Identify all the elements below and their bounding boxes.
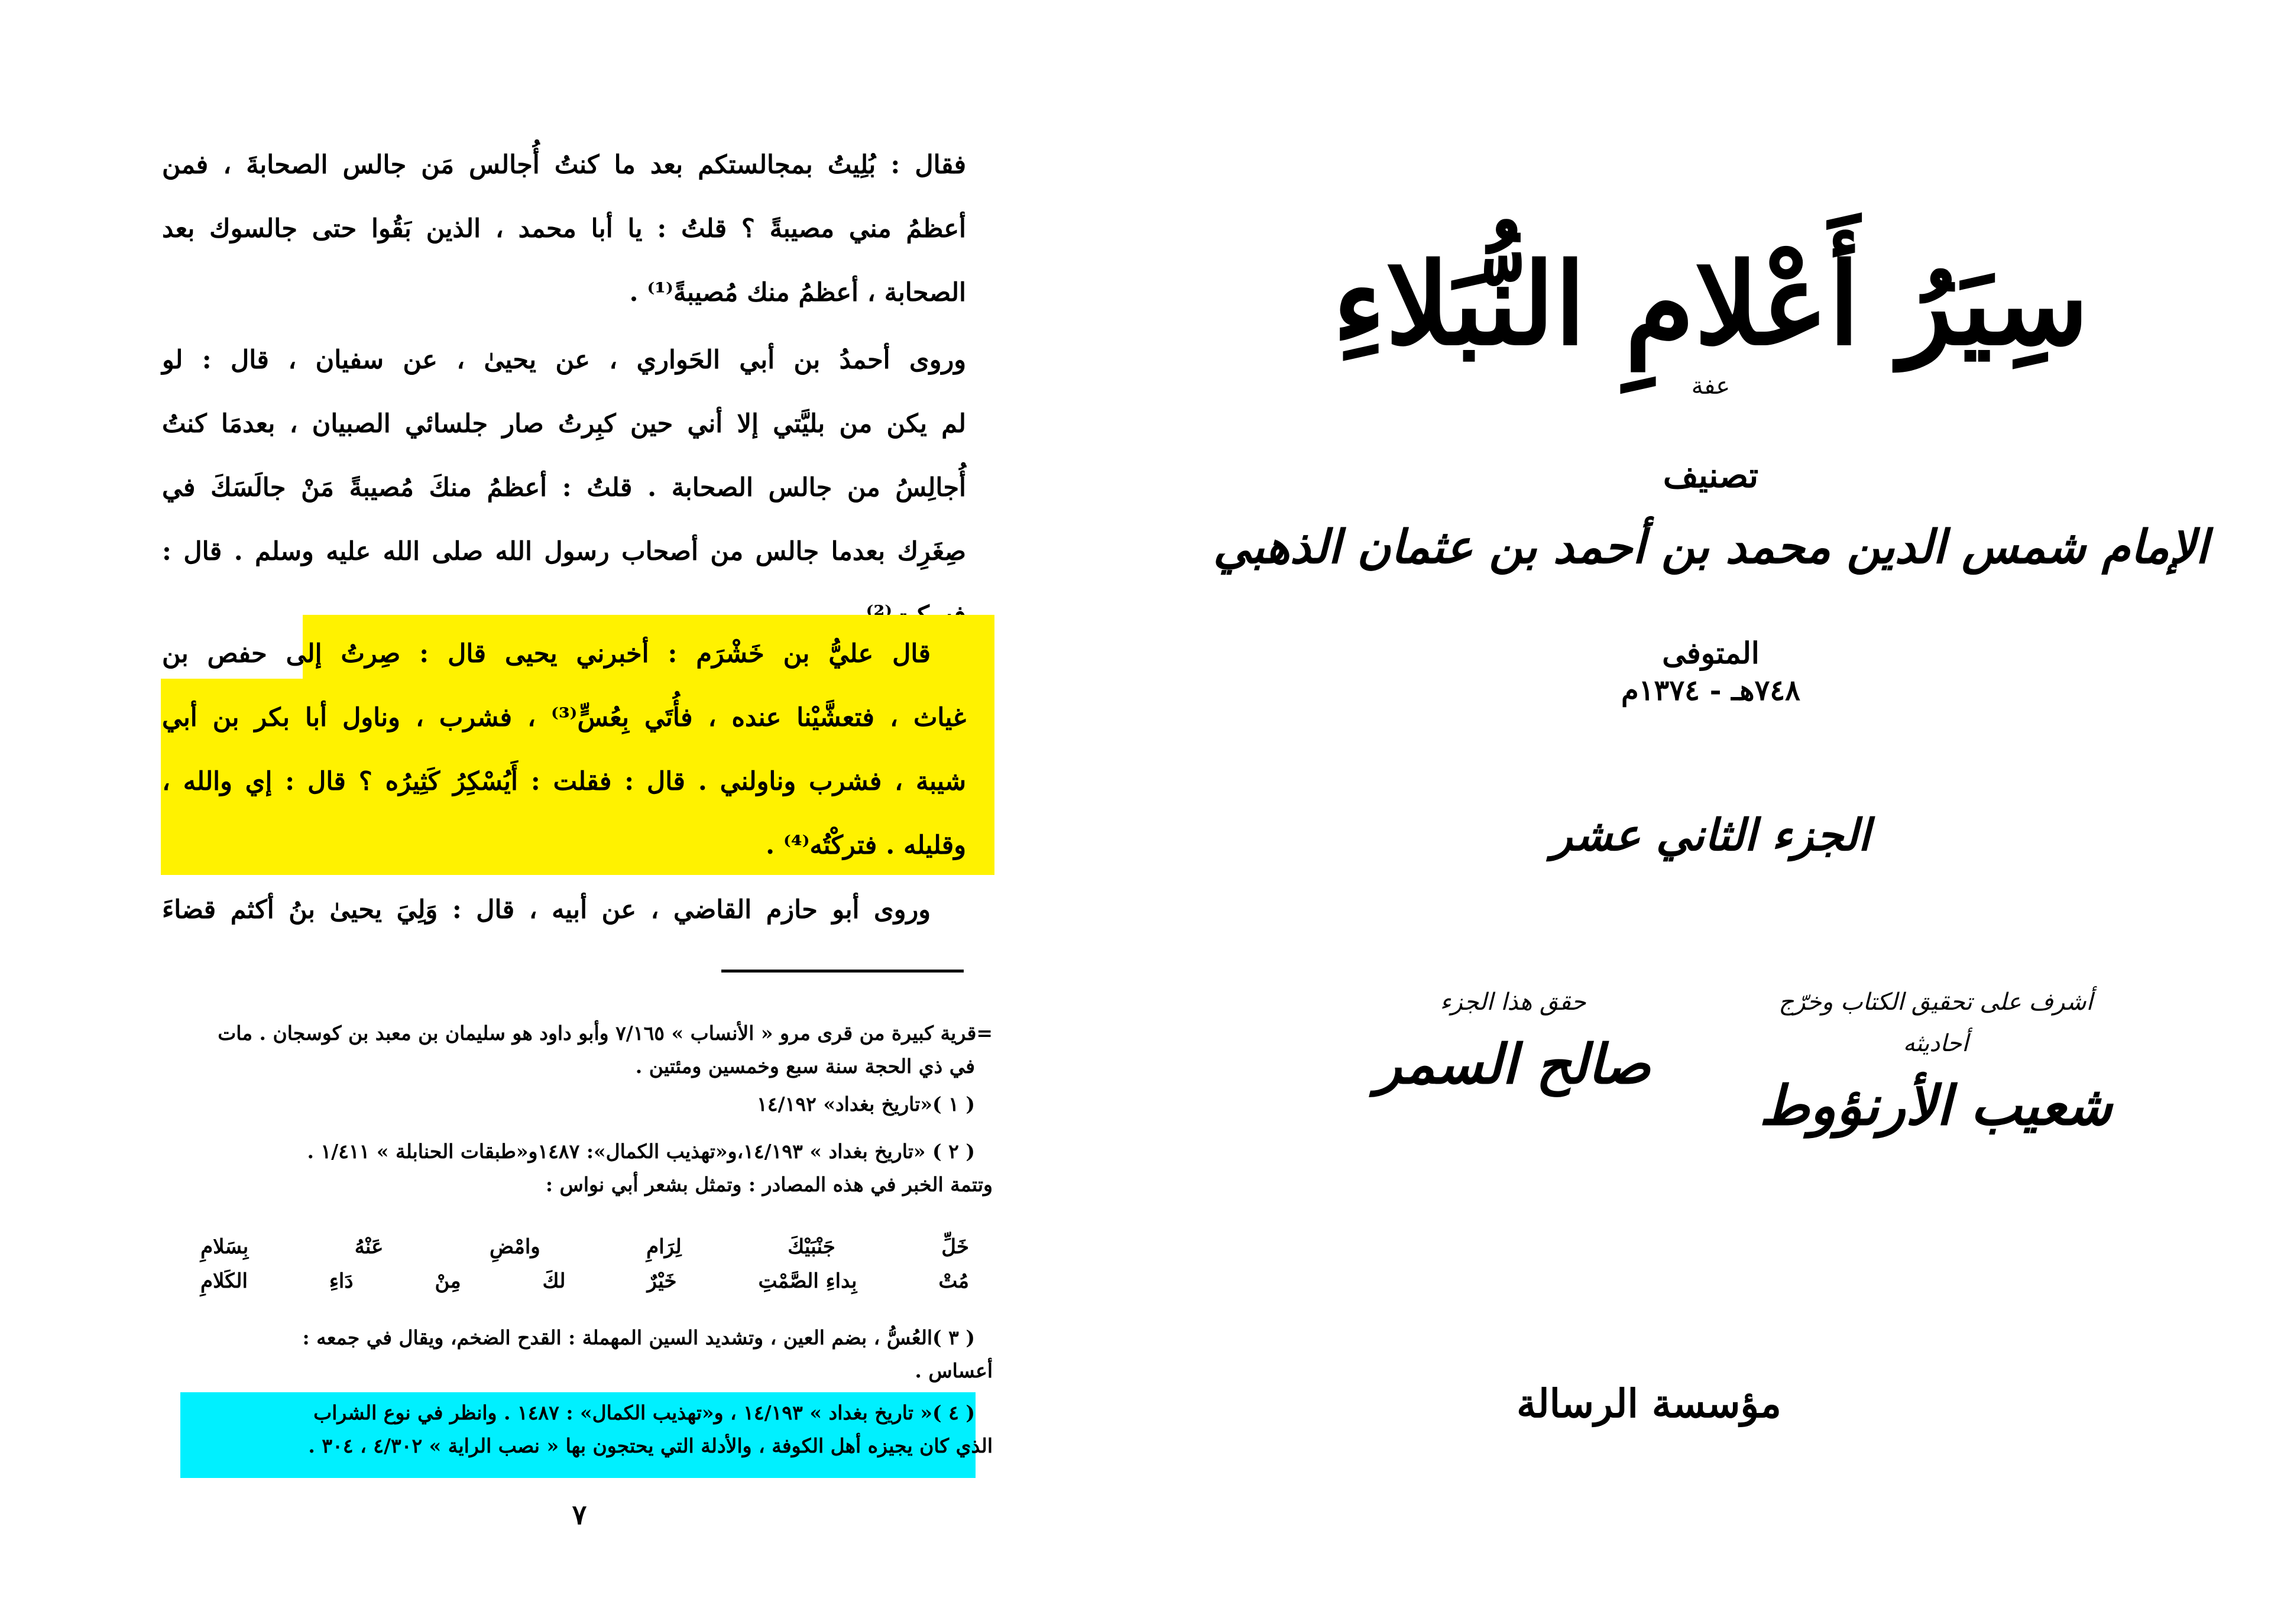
poem-word: الكَلامِ (200, 1269, 248, 1293)
poem-word: خَلِّ (941, 1235, 969, 1259)
footnote-line: في ذي الحجة سنة سبع وخمسين ومئتين . (635, 1055, 975, 1078)
poem-word: خَيْرٌ (647, 1269, 677, 1293)
supervisor-label: أشرف على تحقيق الكتاب وخرّج أحاديثه (1778, 988, 2093, 1057)
title-ornament: عفة (1691, 372, 1731, 400)
paragraph-3-line: وقليله . فتركْتُه⁽⁴⁾ . (766, 831, 966, 860)
poem-word: جَنْبَيْكَ (788, 1235, 835, 1259)
paragraph-4-line: وروى أبو حازم القاضي ، عن أبيه ، قال : وَلِيَ يحيىٰ بنُ أكثم قضاءَ (162, 895, 931, 925)
poem-line-2 (200, 1264, 969, 1298)
footnote-1 (153, 1088, 993, 1121)
footnote-3 (153, 1321, 993, 1388)
paragraph-1-line: فقال : بُلِيتُ بمجالستكم بعد ما كنتُ أُجالس مَن جالس الصحابةَ ، فمن (162, 150, 966, 180)
paragraph-2-line: أُجالِسُ من جالس الصحابة . قلتُ : أعظمُ منكَ مُصيبةً مَنْ جالَسَكَ في (162, 473, 966, 503)
paragraph-3-line: غياث ، فتعشَّيْنا عنده ، فأُتَي بِعُسٍّ⁽³⁾ ، فشرب ، وناول أبا بكر بن أبي (162, 703, 966, 732)
right-page (1140, 0, 2281, 1624)
paragraph-3-line: شيبة ، فشرب وناولني . قال : فقلت : أَيُسْكِرُ كَثِيرُه ؟ قال : إي والله ، (162, 767, 966, 796)
footnote-4-highlighted (153, 1396, 993, 1463)
book-title: سِيَرُ أَعْلامِ النُّبَلاءِ (1333, 238, 2089, 370)
publisher-name: مؤسسة الرسالة (1517, 1380, 1781, 1427)
poem-word: لِرَامِ (646, 1235, 682, 1259)
footnote-line: ( ٣ )العُسُّ ، بضم العين ، وتشديد السين المهملة : القدح الضخم، ويقال في جمعه : (302, 1326, 975, 1349)
died-label: المتوفى (1662, 636, 1760, 670)
poem-word: مِنْ (435, 1269, 461, 1293)
editor-credit (1324, 981, 1702, 1106)
compiled-by-label: تصنيف (1663, 455, 1759, 495)
footnote-line: ( ٢ ) «تاريخ بغداد » ١٤/١٩٣،و«تهذيب الكمال»: ١٤٨٧و«طبقات الحنابلة » ١/٤١١ . (307, 1140, 975, 1163)
died-dates: ٧٤٨هـ - ١٣٧٤م (1621, 674, 1800, 707)
poem-word: وامْضِ (489, 1235, 540, 1259)
poem-word: لكَ (542, 1269, 566, 1293)
paragraph-2-line: لم يكن من بليَّتي إلا أني حين كبِرتُ صار جلسائي الصبيان ، بعدمَا كنتُ (162, 409, 966, 439)
editor-name: صالح السمر (1375, 1032, 1651, 1096)
page-number: ٧ (572, 1499, 587, 1531)
footnote-2 (153, 1135, 993, 1201)
footnote-line: الذي كان يجيزه أهل الكوفة ، والأدلة التي يحتجون بها « نصب الراية » ٤/٣٠٢ ، ٣٠٤ . (308, 1434, 993, 1457)
paragraph-1-line: الصحابة ، أعظمُ منك مُصيبةً⁽¹⁾ . (629, 278, 966, 307)
footnote-line: أعساس . (915, 1359, 993, 1382)
author-name: الإمام شمس الدين محمد بن أحمد بن عثمان الذهبي (1213, 520, 2209, 574)
left-page (0, 0, 1140, 1624)
paragraph-2-line: وروى أحمدُ بن أبي الحَواري ، عن يحيىٰ ، عن سفيان ، قال : لو (162, 345, 966, 375)
volume-title: الجزء الثاني عشر (1551, 810, 1871, 861)
poem-word: دَاءِ (329, 1269, 354, 1293)
poem-word: بِسَلامِ (200, 1235, 249, 1259)
editor-label: حقق هذا الجزء (1440, 988, 1586, 1016)
paragraph-1 (162, 133, 966, 325)
poem-word: مُتْ (938, 1269, 969, 1293)
supervisor-credit (1747, 981, 2125, 1147)
footnote-continuation (153, 1017, 993, 1083)
supervisor-name: شعيب الأرنؤوط (1759, 1074, 2112, 1137)
paragraph-3-highlighted (162, 622, 966, 877)
footnote-line: =قرية كبيرة من قرى مرو « الأنساب » ٧/١٦٥ وأبو داود هو سليمان بن معبد بن كوسجان . مات (218, 1022, 993, 1045)
footnote-line: ( ٤ )« تاريخ بغداد » ١٤/١٩٣ ، و«تهذيب الكمال» : ١٤٨٧ . وانظر في نوع الشراب (313, 1401, 975, 1424)
paragraph-4 (162, 878, 966, 942)
paragraph-1-line: أعظمُ مني مصيبةً ؟ قلتُ : يا أبا محمد ، الذين بَقُوا حتى جالسوك بعد (162, 214, 966, 244)
paragraph-2-line: صِغَرِك بعدما جالس من أصحاب رسول الله صلى الله عليه وسلم . قال : (162, 537, 966, 566)
footnote-divider (721, 970, 964, 973)
paragraph-2 (162, 328, 966, 647)
paragraph-3-line: قال عليُّ بن خَشْرَم : أخبرني يحيى قال : صِرتُ إلى حفص بن (162, 639, 931, 669)
poem-word: عَنْهُ (354, 1235, 384, 1259)
poem-line-1 (200, 1230, 969, 1264)
poem-verse (200, 1230, 969, 1298)
poem-word: بِداءِ الصَّمْتِ (758, 1269, 857, 1293)
footnote-line: ( ١ )«تاريخ بغداد» ١٤/١٩٢ (757, 1093, 975, 1116)
footnote-line: وتتمة الخبر في هذه المصادر : وتمثل بشعر أبي نواس : (545, 1173, 993, 1196)
